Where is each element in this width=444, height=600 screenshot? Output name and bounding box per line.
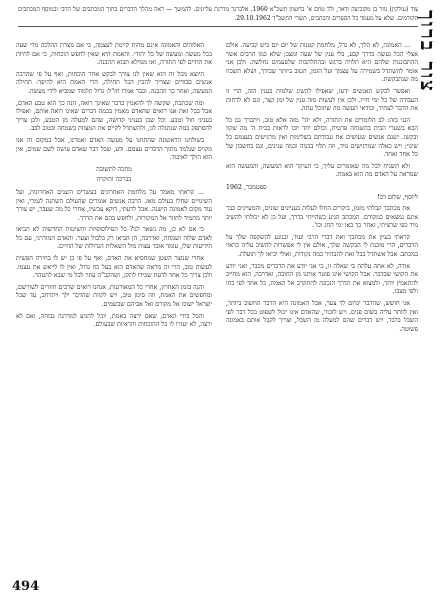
- right-column: [226, 42, 418, 337]
- left-column: [16, 42, 212, 333]
- header-note: צוד (עולקין) גוזר בן מקוביצה ודאר, ולד טוזם א' בחשוון תשכ"א 1960. אלברגר מדרגת עליונים. להמשך — ראה מהלך הדברים בתוך המכתבים של הרבי ובמוסף המכתבים הקודמים. שלא על מעמד כל הספרים והכתבים, תשרי התשכ"ד 29.10.1962.: [18, 6, 418, 27]
- paragraph: הנני בזה: לב הלומדים את התורה, ולא יהי' מזה אלא טוב, ויתברך גם כל הבא בשערי הבית בהשגחה פרטית, וכולם יחד יזכו לראות בבית ה' מה שקוו ובקשו. ישנם אנשים שעושים את עבודתם בשלימות ואין מרגישים בעצמם כל שינוי; ויש כאלה שמרגישים מיד, וזה תלוי בכמה וכמה ענינים, וגם בחשבון של כל אחד ואחד.: [226, 116, 418, 159]
- paragraph: והנה בזמן האחרון, אחרי כל המאורעות, אנחנו רואים שרבים חוזרים לשורשם, ומחפשים את האמת, וזה סימן טוב, ויש לקוות שהדבר ילך ויתרחב, עד שכל ישראל ישובו אל מקורם ואל אביהם שבשמים.: [16, 283, 212, 309]
- paragraph: קראתי בעיון את מכתבך ואת דברי הרבי ועוד, ובנוגע להשקפה שלך על הדברים, הרי מובנת לי הבקשה שלך, אולם אין לי אפשרות להשיב עליה כראוי במכתב. אבל אשתדל בכל זאת להבהיר כמה נקודות, ואולי יביאו לך תועלת.: [226, 233, 418, 259]
- closing-line: מחכה לתשובה: [96, 165, 132, 173]
- paragraph: והכל בידי האדם, שאם ירצה באמת, יוכל להגיע למדרגה גבוהה, ואם לא ירצה, לא יעזרו לו כל ההוכחות והראיות שבעולם.: [16, 312, 212, 329]
- closing-sub: בברכה והוקרה: [96, 176, 132, 184]
- paragraph: בשולחנו הראשונה שהתחנו על מעשה האדם ואמרנו, אבל במקום זה אנו מקוים שנלמד מתוך הדברים עצמם. ודע, שכל דבר שאדם עושה לשם שמים, אין הוא הולך לאיבוד.: [16, 136, 212, 162]
- paragraph: ... קראתי מאמר על מלחמת האחרונים בעשרים השנים האחרונות, ועל השינויים שחלו בעולם מאז. הרבה אנשים אומרים שהעולם השתנה לגמרי, ואין עוד מקום לאמונה הישנה. אבל לדעתי, דוקא עכשיו, אחרי כל מה שעבר, יש צורך יותר מתמיד לחזור אל המקורות, ולחפש בהם את הדרך.: [16, 188, 212, 222]
- running-title: צור ברוך: [416, 10, 440, 93]
- paragraph: את מכתבך קבלתי מזמן, ביקרים החלו לעלות בעניינים שונים, והמעיינים כבר אינם נמצאים כמקודם. המכתב הגיע כשהייתי בדרך, ועל כן לא יכולתי להשיב מיד כפי שרציתי, ואחר כך באו ימי החג וכו'.: [226, 205, 418, 230]
- letter-date: ספטמבר, 1962: [226, 183, 267, 191]
- letter-greeting: ליוסף, שלום רב!: [377, 193, 418, 201]
- paragraph: ואפשר לבקש האנשים ידעו, שאפילו להשיג שלמות בענין הזה, הרי זו העבודה של כל ימי חייו. ולכן אין לעשות מזה ענין של זמן קצר, וגם לא לדחות את הדבר לעתיד, ובודאי תעשה מה שתוכל עתה.: [226, 87, 418, 113]
- paragraph: היוצא מכל זה הוא שאין לנו צורך לבקש אחר הוכחות, ואף על פי שהרבה אנשים סבורים שצריך להבין הכל תחילה, הרי האמת היא להיפך: תחילה המעשה, ואחר כך ההבנה. וכבר אמרו חז"ל: גדול תלמוד שמביא לידי מעשה.: [16, 70, 212, 95]
- paragraph: אודה, לא אתה עלתה בי שאלה זו, כי אני יודע את הדברים מכבר, ואני יודע את הקושי שבדבר. אבל הקושי אינו פוטר אותנו מן החובה, ואדרבה, הוא מחייב להתאמץ יותר, ולמצוא את הדרך הנכונה להתקרב אל האמת, כל אחד לפי כחו ולפי מצבו.: [226, 262, 418, 296]
- page-number: 494: [12, 579, 40, 594]
- paragraph: כי אם לא כן, מה נשאר לנו? כל הפילוסופיות והשיטות החדשות לא הביאו לאדם שלוה ושמחה, ואדרבה, הן הביאו רק בלבול וצער. והאדם המודרני, עם כל הידיעות שלו, עומד אובד עצות מול השאלות הגדולות של החיים.: [16, 226, 212, 251]
- paragraph: אני חושש, שהדבר יגרום לך צער, אבל האמונה היא הדבר החשוב ביותר, ואין לוותר עליה בשום פנים. ויש לזכור, שהאדם אינו יכול לשפוט בכל דבר לפי השכל בלבד, ויש דברים שהם למעלה מן השכל, וצריך לקבל אותם באמונה פשוטה.: [226, 300, 418, 333]
- paragraph: ומה שכתבת, שקשה לך להאמין בדבר שאינך רואה, הנה כך הוא טבע האדם, אבל בכל זאת אנו רואים שהאדם מאמין בכמה דברים שאינו רואה אותם, ואפילו בעניני חול וטבע. וכל שכן בעניני קדושה, שהם למעלה מן הטבע, ולכן צריך להסתפק במה שנתגלה לנו, ולהשתדל לקיים את המצוות בשמחה ובטוב לבב.: [16, 99, 212, 133]
- paragraph: ולא תשגיח לכל מה שאומרים עליך, כי העיקר הוא המעשה, והמעשה הוא שמראה על האדם מה הוא באמת.: [226, 162, 418, 179]
- paragraph: ... האמונה, לא הלך, לא גדל, מלחמת קטנות של יום יום ביש קביעה. אולם אצלי הכל נעשה בדרך קבע, בלי ענין של שעה ומצב; שלא כמו הרבים אשר ההתבוננות שלהם היא תלויה ברגש ובהתלהבות שלפעמים נחלשת. ולכן אני אומר להשתדל בשמירה על עצמך ועל הזמן, הטוב ביותר שבידך, ושלא תשכח מה שנתבקשת.: [226, 42, 418, 84]
- paragraph: האלוהים והאמונה אינם מהות קיימת לעצמה, כי אם נוצרת ההלכה מדי שעה בכל מעשה ומעשה של כל יהודי. והאמת היא שאין לחפש הוכחות, כי אם לחיות את החיים לפי התורה, ואז ממילא תבוא ההבנה.: [16, 42, 212, 67]
- paragraph: אחרי שנוצר השטן שמחסיא את האדם, ואף על פי כן יש לו בחירה חפשית לעשות טוב, הרי זה מראה שהאדם הוא בעל כח גדול, ואין לו לייאש את עצמו. ולכן צריך כל אחד לדעת שבידו לתקן, ושהקב"ה עוזר לכל מי שבא להטהר.: [16, 255, 212, 280]
